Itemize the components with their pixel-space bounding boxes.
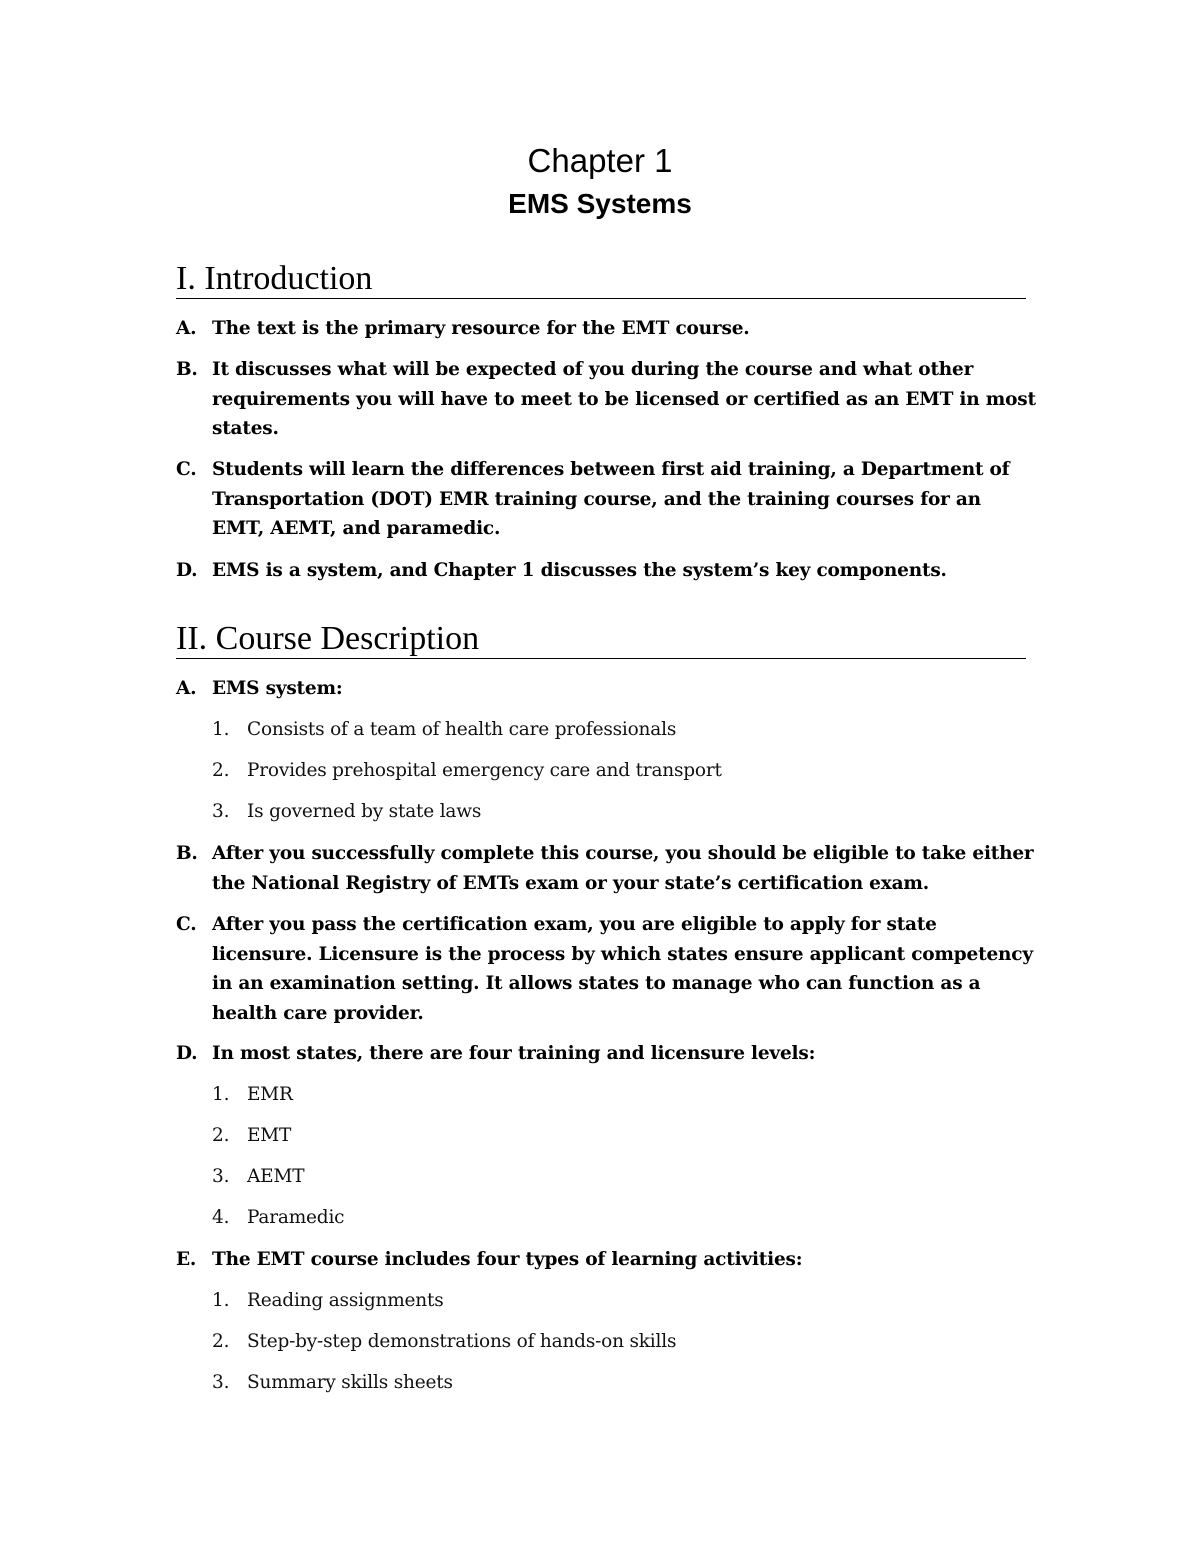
list-item <box>176 839 1036 898</box>
sublist-item <box>212 1203 1032 1233</box>
list-marker: B. <box>176 359 198 380</box>
sublist-item <box>212 756 1032 786</box>
sublist-item-text: Summary skills sheets <box>247 1372 453 1393</box>
list-item <box>176 355 1036 444</box>
list-item <box>176 1245 1036 1275</box>
list-marker: B. <box>176 843 198 864</box>
list-item-text: The text is the primary resource for the EMT course. <box>212 318 750 339</box>
list-item-text: It discusses what will be expected of you during the course and what other requirements you will have to meet to be licensed or certified as an EMT in most states. <box>212 359 1036 439</box>
sublist-item-text: Paramedic <box>247 1207 345 1228</box>
list-marker: A. <box>176 318 197 339</box>
sublist-number: 3. <box>212 1372 230 1393</box>
list-item <box>176 674 1036 704</box>
list-item-text: The EMT course includes four types of learning activities: <box>212 1249 803 1270</box>
list-item-text: After you successfully complete this course, you should be eligible to take either the National Registry of EMTs exam or your state’s certification exam. <box>212 843 1034 894</box>
list-marker: D. <box>176 1043 198 1064</box>
sublist-item <box>212 1121 1032 1151</box>
sublist-item-text: Reading assignments <box>247 1290 444 1311</box>
list-marker: C. <box>176 914 197 935</box>
chapter-title: Chapter 1 <box>527 142 673 179</box>
sublist-item-text: EMR <box>247 1084 293 1105</box>
chapter-subtitle: EMS Systems <box>508 188 692 219</box>
sublist-number: 4. <box>212 1207 230 1228</box>
sublist-item-text: Is governed by state laws <box>247 801 482 822</box>
list-item-text: After you pass the certification exam, you are eligible to apply for state licensure. Licensure is the process by which states ensure applicant competency in an examination setting. It allows states to manage who can function as a health care provider. <box>212 914 1033 1024</box>
sublist-item-text: Step-by-step demonstrations of hands-on skills <box>247 1331 677 1352</box>
list-item-text: EMS is a system, and Chapter 1 discusses the system’s key components. <box>212 560 947 581</box>
list-item-text: Students will learn the differences between first aid training, a Department of Transportation (DOT) EMR training course, and the training courses for an EMT, AEMT, and paramedic. <box>212 459 1010 539</box>
sublist-item <box>212 1368 1032 1398</box>
list-marker: A. <box>176 678 197 699</box>
sublist-number: 3. <box>212 1166 230 1187</box>
sublist-number: 2. <box>212 760 230 781</box>
list-item <box>176 556 1036 586</box>
sublist-item <box>212 797 1032 827</box>
sublist-number: 2. <box>212 1125 230 1146</box>
sublist-item <box>212 1327 1032 1357</box>
list-marker: C. <box>176 459 197 480</box>
sublist-item <box>212 715 1032 745</box>
sublist-number: 2. <box>212 1331 230 1352</box>
sublist-number: 3. <box>212 801 230 822</box>
list-item <box>176 314 1036 344</box>
sublist-item <box>212 1286 1032 1316</box>
list-item-text: EMS system: <box>212 678 343 699</box>
sublist-number: 1. <box>212 1084 230 1105</box>
list-marker: E. <box>176 1249 197 1270</box>
section-heading-course-description: II. Course Description <box>176 618 1026 659</box>
list-marker: D. <box>176 560 198 581</box>
sublist-item-text: Provides prehospital emergency care and transport <box>247 760 722 781</box>
sublist-item-text: Consists of a team of health care professionals <box>247 719 677 740</box>
sublist-number: 1. <box>212 1290 230 1311</box>
list-item <box>176 910 1036 1028</box>
list-item <box>176 455 1036 544</box>
list-item-text: In most states, there are four training and licensure levels: <box>212 1043 816 1064</box>
section-heading-introduction: I. Introduction <box>176 258 1026 299</box>
list-item <box>176 1039 1036 1069</box>
sublist-item-text: AEMT <box>247 1166 305 1187</box>
sublist-item <box>212 1080 1032 1110</box>
sublist-item-text: EMT <box>247 1125 292 1146</box>
sublist-number: 1. <box>212 719 230 740</box>
sublist-item <box>212 1162 1032 1192</box>
